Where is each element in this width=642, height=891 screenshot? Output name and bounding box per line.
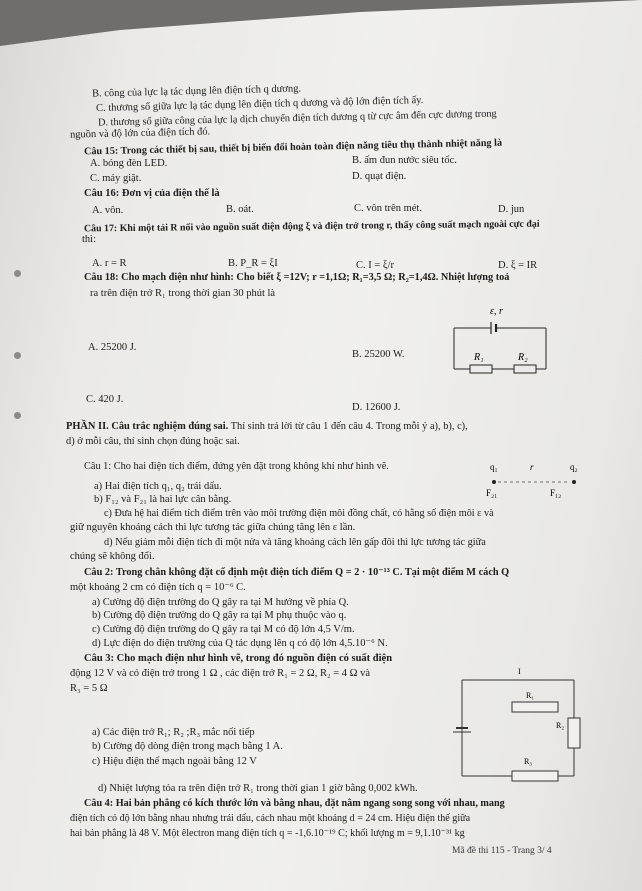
page-footer: Mã đề thi 115 - Trang 3/ 4 [452, 846, 552, 856]
q2-statement-c: c) Cường độ điện trường do Q gây ra tại M có độ lớn 4,5 V/m. [92, 624, 355, 635]
part2-q3-stem: Câu 3: Cho mạch điện như hình vẽ, trong đó nguồn điện có suất điện [84, 653, 393, 664]
q18-circuit-figure [446, 302, 556, 380]
distance-label: r [530, 462, 534, 472]
q2-label: q₂ [570, 462, 578, 472]
q15-option-a: A. bóng đèn LED. [90, 158, 168, 169]
q16-stem: Câu 16: Đơn vị của điện thế là [84, 188, 220, 199]
q18-option-b: B. 25200 W. [352, 349, 405, 360]
q2-statement-d: d) Lực điện do điện trường của Q tác dụng lên q có độ lớn 4,5.10⁻⁶ N. [92, 638, 388, 649]
resistor-r1 [470, 365, 492, 373]
q17-option-b: B. P_R = ξI [228, 258, 278, 269]
q15-option-d: D. quạt điện. [352, 171, 407, 182]
part2-q3-stem-cont: động 12 V và có điện trở trong 1 Ω , các điện trở R₁ = 2 Ω, R₂ = 4 Ω và [70, 668, 370, 679]
f21-label: F₂₁ [486, 488, 498, 498]
q15-stem: Câu 15: Trong các thiết bị sau, thiết bị biến đổi hoàn toàn điện năng tiêu thụ thành nhiệt năng là [83, 137, 503, 158]
q3-statement-c: c) Hiệu điện thế mạch ngoài bằng 12 V [92, 756, 257, 767]
q3-statement-b: b) Cường độ dòng điện trong mạch bằng 1 A. [92, 741, 283, 752]
q18-stem-cont: ra trên điện trở R₁ trong thời gian 30 phút là [90, 288, 276, 299]
q15-option-b: B. ấm đun nước siêu tốc. [352, 155, 457, 166]
resistor-r2 [514, 365, 536, 373]
q3-statement-d: d) Nhiệt lượng tỏa ra trên điện trở R₁ trong thời gian 1 giờ bằng 0,002 kWh. [98, 783, 418, 794]
f12-label: F₁₂ [550, 488, 562, 498]
resistor-r2 [568, 718, 580, 748]
q1-label: q₁ [490, 462, 498, 472]
q15-option-c: C. máy giặt. [90, 173, 142, 184]
q1-statement-d-cont: chúng sẽ không đổi. [70, 551, 155, 562]
q3-r3-label: R₃ [524, 757, 533, 766]
q17-option-d: D. ξ = IR [498, 260, 538, 271]
q1-statement-c-cont: giữ nguyên khoảng cách thì lực tương tác giữa chúng tăng lên ε lần. [70, 522, 356, 533]
q16-option-d: D. jun [498, 204, 525, 215]
q3-circuit-figure [452, 666, 584, 788]
q2-statement-a: a) Cường độ điện trường do Q gây ra tại M hướng về phía Q. [92, 597, 349, 608]
punch-hole [14, 352, 21, 359]
part2-q4-stem-cont2: hai bản phẳng là 48 V. Một êlectron mang điện tích q = -1,6.10⁻¹⁹ C; khối lượng m = 9,1.10⁻³¹ kg [70, 828, 465, 839]
charge-q2 [572, 480, 576, 484]
r2-label: R₂ [518, 352, 528, 363]
q18-option-c: C. 420 J. [86, 394, 124, 405]
resistor-r1 [512, 702, 558, 712]
q18-option-a: A. 25200 J. [88, 342, 137, 353]
q16-option-c: C. vôn trên mét. [354, 203, 422, 214]
q18-stem: Câu 18: Cho mạch điện như hình: Cho biết ξ =12V; r =1,1Ω; R₁=3,5 Ω; R₂=1,4Ω. Nhiệt lượng toả [84, 272, 510, 283]
punch-hole [14, 270, 21, 277]
part2-heading-cont: d) ở mỗi câu, thí sinh chọn đúng hoặc sai. [66, 436, 240, 447]
r1-label: R₁ [474, 352, 484, 363]
q16-option-a: A. vôn. [92, 205, 124, 216]
q18-source-label: ε, r [490, 306, 503, 317]
resistor-r3 [512, 771, 558, 781]
q14-option-b: B. công của lực lạ tác dụng lên điện tích q dương. [91, 83, 302, 100]
q17-stem: Câu 17: Khi một tải R nối vào nguồn suất điện động ξ và điện trở trong r, thấy công suất mạch ngoài cực đại [83, 218, 540, 235]
q3-statement-a: a) Các điện trở R₁; R₂ ;R₃ mắc nối tiếp [92, 727, 255, 738]
q14-option-c: C. thương số giữa lực lạ tác dụng lên điện tích q dương và độ lớn điện tích ấy. [95, 95, 424, 114]
part2-heading: PHẦN II. Câu trắc nghiệm đúng sai. Thí sinh trả lời từ câu 1 đến câu 4. Trong mỗi ý a), b), c), [66, 421, 468, 432]
q16-option-b: B. oát. [226, 204, 254, 215]
q3-r1-label: R₁ [526, 691, 535, 700]
part2-q4-stem-cont: điện tích có độ lớn bằng nhau nhưng trái dấu, cách nhau một khoảng d = 24 cm. Hiệu điện thế giữa [70, 813, 471, 824]
q1-statement-d: d) Nếu giảm mỗi điện tích đi một nửa và tăng khoảng cách lên gấp đôi thì lực tương tác giữa [104, 537, 486, 548]
q1-charges-figure [478, 460, 588, 500]
part2-q1-stem: Câu 1: Cho hai điện tích điểm, đứng yên đặt trong không khí như hình vẽ. [84, 461, 389, 472]
q14-option-d: D. thương số giữa công của lực lạ dịch chuyển điện tích dương q từ cực âm đến cực dương trong [97, 108, 497, 129]
current-label: I [518, 667, 521, 676]
part2-q4-stem: Câu 4: Hai bản phẳng có kích thước lớn và bằng nhau, đặt nằm ngang song song với nhau, mang [84, 798, 505, 809]
q1-statement-a: a) Hai điện tích q₁, q₂ trái dấu. [94, 481, 222, 492]
punch-hole [14, 412, 21, 419]
q14-option-d-cont: nguồn và độ lớn của điện tích đó. [69, 126, 211, 141]
q17-option-a: A. r = R [92, 258, 127, 269]
q3-r2-label: R₂ [556, 721, 565, 730]
q17-option-c: C. I = ξ/r [356, 260, 395, 271]
part2-q3-stem-cont2: R₃ = 5 Ω [70, 683, 108, 694]
q17-stem-cont: thì: [82, 234, 97, 245]
charge-q1 [492, 480, 496, 484]
q18-option-d: D. 12600 J. [352, 402, 401, 413]
part2-q2-stem-cont: một khoảng 2 cm có điện tích q = 10⁻⁶ C. [70, 582, 246, 593]
q1-statement-c: c) Đưa hệ hai điểm tích điểm trên vào môi trường điện môi đồng chất, có hằng số điện môi ε và [104, 508, 494, 519]
q1-statement-b: b) F₁₂ và F₂₁ là hai lực cân bằng. [94, 494, 232, 505]
part2-q2-stem: Câu 2: Trong chân không đặt cố định một điện tích điểm Q = 2 · 10⁻¹³ C. Tại một điểm M cách Q [84, 567, 510, 578]
q2-statement-b: b) Cường độ điện trường do Q gây ra tại M phụ thuộc vào q. [92, 610, 347, 621]
